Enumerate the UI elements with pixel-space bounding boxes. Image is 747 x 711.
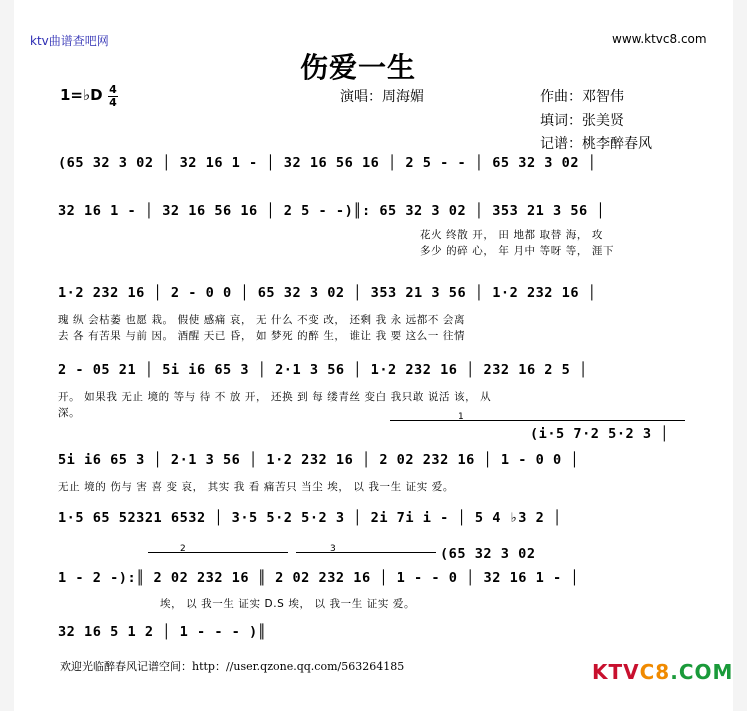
volta-2-label: 2 [180, 544, 186, 554]
lyrics-line-7: 埃， 以 我一生 证实 D.S 埃， 以 我一生 证实 爱。 [160, 598, 416, 610]
time-signature-top: 4 [109, 83, 117, 96]
key-signature: 1=♭D [60, 86, 103, 104]
score-line-2: 32 16 1 - │ 32 16 56 16 │ 2 5 - -)║: 65 32 3 02 │ 353 21 3 56 │ [58, 203, 606, 219]
score-line-8: 32 16 5 1 2 │ 1 - - - )║ [58, 624, 267, 640]
site-name-left[interactable]: ktv曲谱查吧网 [30, 34, 109, 48]
score-line-5: 5i i6 65 3 │ 2·1 3 56 │ 1·2 232 16 │ 2 02 232 16 │ 1 - 0 0 │ [58, 452, 580, 468]
song-title: 伤爱一生 [300, 51, 417, 84]
lyrics-verse1-line3: 开。 如果我 无止 境的 等与 待 不 放 开， 还换 到 每 缕青丝 变白 我只敢 说活 该， 从 [58, 391, 492, 403]
singer: 演唱：周海媚 [340, 89, 424, 105]
score-line-6: 1·5 65 52321 6532 │ 3·5 5·2 5·2 3 │ 2i 7i i - │ 5 4 ♭3 2 │ [58, 510, 562, 526]
score-line-coda-intro: (65 32 3 02 [440, 546, 536, 562]
composer: 作曲：邓智伟 [540, 89, 624, 105]
lyrics-verse1-line2: 瑰 纵 会枯萎 也愿 栽。 假使 感痛 哀， 无 什么 不变 改， 还剩 我 永 远都不 会离 [58, 314, 466, 326]
volta-1-bracket [390, 420, 685, 421]
time-signature [108, 84, 118, 108]
lyrics-verse2-line1: 多少 的碎 心， 年 月中 等呀 等， 涯下 [420, 245, 615, 257]
lyrics-verse2-line2: 去 各 有苦果 与前 因。 酒醒 天已 昏， 如 梦死 的醉 生， 谁让 我 要 这么一 往情 [58, 330, 466, 342]
volta-3-bracket [296, 552, 436, 553]
lyrics-verse2-line3: 深。 [58, 407, 81, 419]
score-line-7: 1 - 2 -):║ 2 02 232 16 ║ 2 02 232 16 │ 1 - - 0 │ 32 16 1 - │ [58, 570, 580, 586]
volta-2-bracket [148, 552, 288, 553]
logo-part-com: .COM [670, 660, 734, 684]
ktvc8-logo[interactable] [592, 660, 733, 684]
right-watermark-strip [733, 0, 747, 711]
lyricist: 填词：张美贤 [540, 113, 624, 129]
time-signature-bottom: 4 [109, 96, 117, 109]
lyrics-line-5: 无止 境的 伤与 害 喜 变 哀， 其实 我 看 痛苦只 当尘 埃， 以 我一生 证实 爱。 [58, 481, 455, 493]
logo-part-ktv: KTV [592, 660, 640, 684]
left-watermark-strip [0, 0, 14, 711]
score-line-4: 2 - 05 21 │ 5i i6 65 3 │ 2·1 3 56 │ 1·2 232 16 │ 232 16 2 5 │ [58, 362, 588, 378]
score-line-1: (65 32 3 02 │ 32 16 1 - │ 32 16 56 16 │ 2 5 - - │ 65 32 3 02 │ [58, 155, 597, 171]
transcriber: 记谱：桃李醉春风 [540, 136, 652, 152]
footer-text[interactable]: 欢迎光临醉春风记谱空间：http：//user.qzone.qq.com/563264185 [60, 660, 405, 673]
site-url-right[interactable]: www.ktvc8.com [612, 32, 707, 46]
score-line-volta-intro: (i·5 7·2 5·2 3 │ [530, 426, 669, 442]
score-line-3: 1·2 232 16 │ 2 - 0 0 │ 65 32 3 02 │ 353 21 3 56 │ 1·2 232 16 │ [58, 285, 597, 301]
lyrics-verse1-line1: 花火 终散 开， 田 地都 取替 海， 攻 [420, 229, 603, 241]
volta-3-label: 3 [330, 544, 336, 554]
logo-part-c8: C8 [639, 660, 671, 684]
volta-1-label: 1 [458, 412, 464, 422]
